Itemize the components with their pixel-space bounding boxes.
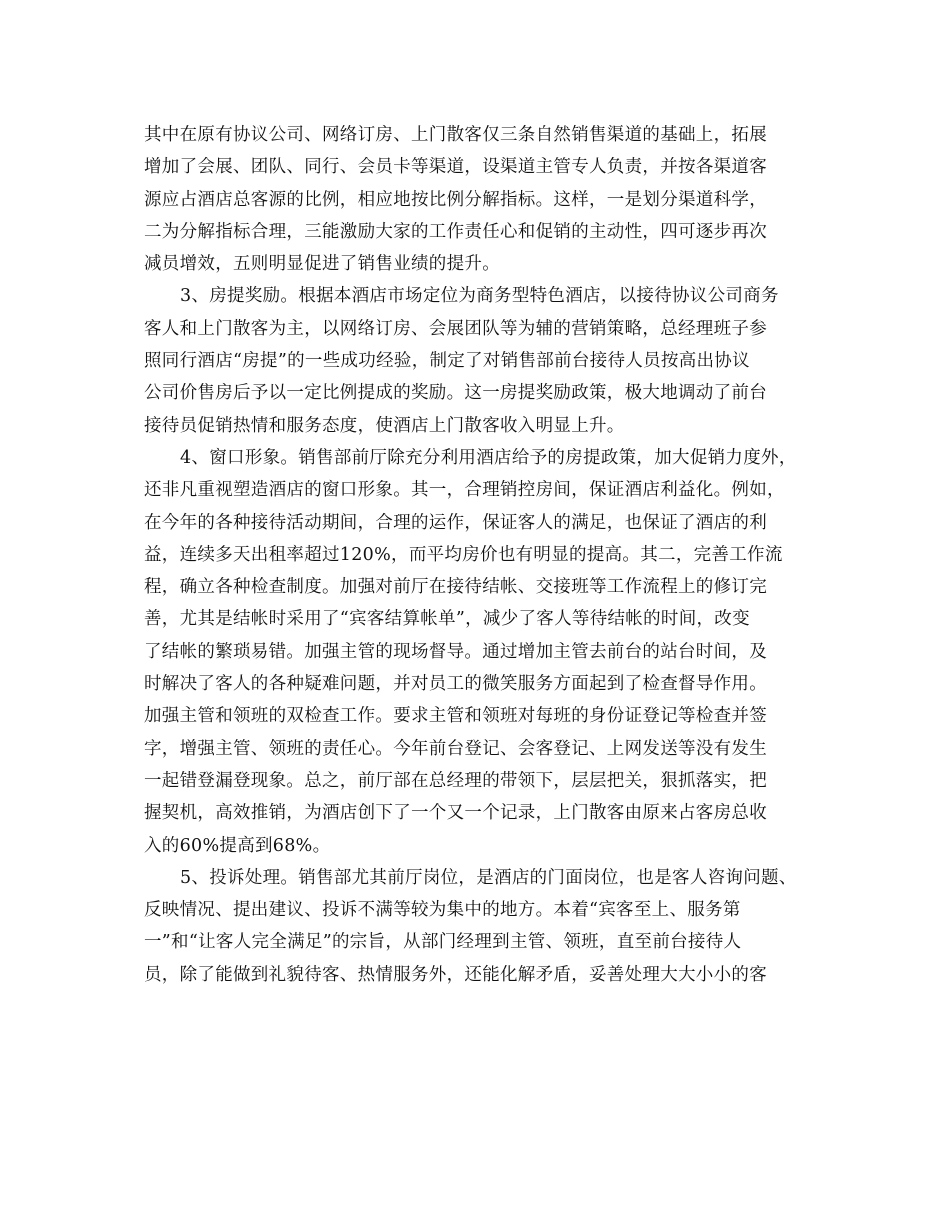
text-line: 在今年的各种接待活动期间，合理的运作，保证客人的满足，也保证了酒店的利 <box>144 512 767 533</box>
text-line: 5、投诉处理。销售部尤其前厅岗位，是酒店的门面岗位，也是客人咨询问题、 <box>180 867 797 888</box>
text-line: 程，确立各种检查制度。加强对前厅在接待结帐、交接班等工作流程上的修订完 <box>144 577 767 598</box>
text-line: 一起错登漏登现象。总之，前厅部在总经理的带领下，层层把关，狠抓落实，把 <box>144 770 767 791</box>
text-line: 源应占酒店总客源的比例，相应地按比例分解指标。这样，一是划分渠道科学， <box>144 189 767 210</box>
text-line: 二为分解指标合理，三能激励大家的工作责任心和促销的主动性，四可逐步再次 <box>144 221 767 242</box>
text-line: 了结帐的繁琐易错。加强主管的现场督导。通过增加主管去前台的站台时间，及 <box>144 641 767 662</box>
text-line: 加强主管和领班的双检查工作。要求主管和领班对每班的身份证登记等检查并签 <box>144 706 767 727</box>
text-line: 还非凡重视塑造酒店的窗口形象。其一，合理销控房间，保证酒店利益化。例如， <box>144 480 785 501</box>
text-line: 握契机，高效推销，为酒店创下了一个又一个记录，上门散客由原来占客房总收 <box>144 803 767 824</box>
text-line: 4、窗口形象。销售部前厅除充分利用酒店给予的房提政策，加大促销力度外， <box>180 447 797 468</box>
text-line: 其中在原有协议公司、网络订房、上门散客仅三条自然销售渠道的基础上，拓展 <box>144 125 767 145</box>
text-line: 字，增强主管、领班的责任心。今年前台登记、会客登记、上网发送等没有发生 <box>144 738 767 759</box>
paragraph <box>144 280 844 441</box>
text-line: 照同行酒店“房提”的一些成功经验，制定了对销售部前台接待人员按高出协议 <box>144 351 750 372</box>
text-line: 公司价售房后予以一定比例提成的奖励。这一房提奖励政策，极大地调动了前台 <box>144 383 767 404</box>
text-line: 反映情况、提出建议、投诉不满等较为集中的地方。本着“宾客至上、服务第 <box>144 900 741 921</box>
document-body <box>144 119 844 991</box>
text-line: 减员增效，五则明显促进了销售业绩的提升。 <box>144 254 500 275</box>
text-line: 益，连续多天出租率超过120%，而平均房价也有明显的提高。其二，完善工作流 <box>144 544 783 565</box>
text-line: 接待员促销热情和服务态度，使酒店上门散客收入明显上升。 <box>144 415 625 436</box>
paragraph <box>144 862 844 991</box>
paragraph <box>144 442 844 862</box>
text-line: 一”和“让客人完全满足”的宗旨，从部门经理到主管、领班，直至前台接待人 <box>144 932 742 953</box>
text-line: 客人和上门散客为主，以网络订房、会展团队等为辅的营销策略，总经理班子参 <box>144 318 767 339</box>
paragraph <box>144 119 844 280</box>
text-line: 增加了会展、团队、同行、会员卡等渠道，设渠道主管专人负责，并按各渠道客 <box>144 157 767 178</box>
text-line: 入的60%提高到68%。 <box>144 835 331 856</box>
text-line: 3、房提奖励。根据本酒店市场定位为商务型特色酒店，以接待协议公司商务 <box>180 286 779 307</box>
text-line: 员，除了能做到礼貌待客、热情服务外，还能化解矛盾，妥善处理大大小小的客 <box>144 964 767 985</box>
text-line: 时解决了客人的各种疑难问题，并对员工的微笑服务方面起到了检查督导作用。 <box>144 674 767 695</box>
text-line: 善，尤其是结帐时采用了“宾客结算帐单”，减少了客人等待结帐的时间，改变 <box>144 609 750 630</box>
